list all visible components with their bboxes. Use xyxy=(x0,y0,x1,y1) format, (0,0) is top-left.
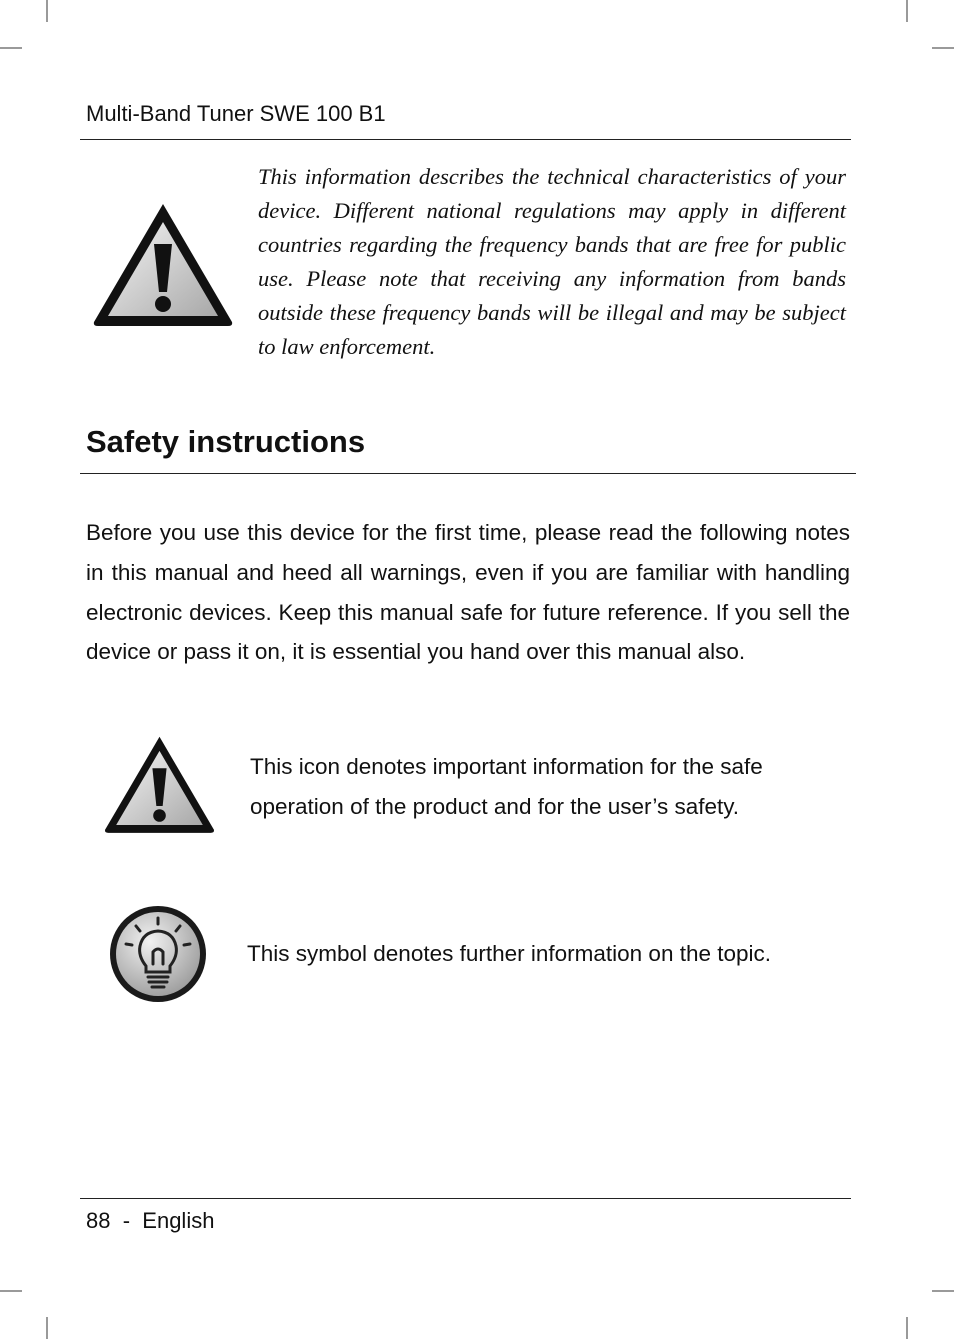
footer-language: English xyxy=(142,1208,215,1233)
crop-mark xyxy=(932,1290,954,1292)
crop-mark xyxy=(46,0,48,22)
crop-mark xyxy=(906,1317,908,1339)
lightbulb-icon xyxy=(108,904,208,1004)
warning-triangle-icon xyxy=(90,200,236,328)
frequency-notice: This information describes the technical characteristics of your device. Different national regulations may apply in different countries regarding the frequency bands that are free for public use. Please note that receiving any information from bands outside these frequency bands will be illegal and may be subject to law enforcement. xyxy=(258,164,846,359)
crop-mark xyxy=(46,1317,48,1339)
crop-mark xyxy=(0,47,22,49)
header-rule xyxy=(80,139,851,140)
page-number: 88 xyxy=(86,1208,111,1233)
running-header: Multi-Band Tuner SWE 100 B1 xyxy=(86,101,386,126)
crop-mark xyxy=(0,1290,22,1292)
intro-paragraph: Before you use this device for the first time, please read the following notes in this manual and heed all warnings, even if you are familiar with handling electronic devices. Keep this manual safe for future reference. If you sell the device or pass it on, it is essential you hand over this manual also. xyxy=(86,520,850,665)
footer-rule xyxy=(80,1198,851,1199)
section-heading: Safety instructions xyxy=(86,424,366,459)
crop-mark xyxy=(906,0,908,22)
page-footer xyxy=(86,1206,214,1236)
warning-symbol-description: This icon denotes important information for the safe operation of the product and for the user’s safety. xyxy=(250,754,763,819)
crop-mark xyxy=(932,47,954,49)
footer-separator: - xyxy=(122,1208,131,1233)
warning-triangle-icon xyxy=(102,733,217,835)
section-rule xyxy=(80,473,856,474)
info-symbol-description: This symbol denotes further information on the topic. xyxy=(247,941,772,966)
